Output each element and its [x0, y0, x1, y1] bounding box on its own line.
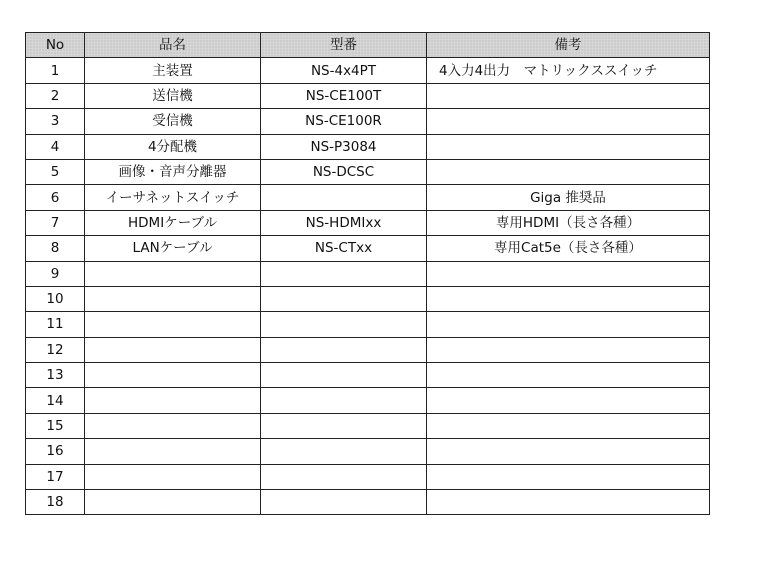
- cell-model-number: [261, 490, 427, 515]
- cell-model-number: NS-CTxx: [261, 236, 427, 261]
- cell-no: 5: [26, 159, 85, 184]
- cell-remarks: 4入力4出力 マトリックススイッチ: [427, 58, 710, 83]
- cell-remarks: [427, 464, 710, 489]
- table-row: [26, 490, 710, 515]
- cell-remarks: [427, 159, 710, 184]
- cell-no: 8: [26, 236, 85, 261]
- cell-item-name: 4分配機: [85, 134, 261, 159]
- table-row: [26, 439, 710, 464]
- cell-item-name: 送信機: [85, 83, 261, 108]
- cell-model-number: [261, 363, 427, 388]
- table-row: [26, 286, 710, 311]
- cell-remarks: [427, 109, 710, 134]
- cell-item-name: [85, 286, 261, 311]
- cell-remarks: [427, 413, 710, 438]
- cell-model-number: NS-CE100R: [261, 109, 427, 134]
- cell-remarks: [427, 312, 710, 337]
- table-body: [26, 58, 710, 515]
- cell-item-name: HDMIケーブル: [85, 210, 261, 235]
- table-row: [26, 185, 710, 210]
- cell-item-name: 主装置: [85, 58, 261, 83]
- table-row: [26, 83, 710, 108]
- cell-model-number: [261, 312, 427, 337]
- cell-remarks: [427, 83, 710, 108]
- cell-model-number: [261, 413, 427, 438]
- cell-item-name: [85, 490, 261, 515]
- header-item-name: 品名: [85, 33, 261, 58]
- cell-model-number: [261, 439, 427, 464]
- cell-item-name: [85, 464, 261, 489]
- equipment-table: [25, 32, 710, 515]
- cell-remarks: Giga 推奨品: [427, 185, 710, 210]
- cell-no: 1: [26, 58, 85, 83]
- cell-no: 14: [26, 388, 85, 413]
- cell-item-name: [85, 388, 261, 413]
- table-row: [26, 134, 710, 159]
- cell-no: 15: [26, 413, 85, 438]
- cell-item-name: [85, 312, 261, 337]
- cell-model-number: [261, 464, 427, 489]
- cell-remarks: [427, 439, 710, 464]
- table-row: [26, 464, 710, 489]
- cell-model-number: NS-P3084: [261, 134, 427, 159]
- cell-item-name: [85, 439, 261, 464]
- header-row: [26, 33, 710, 58]
- table-row: [26, 236, 710, 261]
- cell-model-number: [261, 286, 427, 311]
- cell-remarks: [427, 286, 710, 311]
- cell-model-number: NS-HDMIxx: [261, 210, 427, 235]
- cell-no: 16: [26, 439, 85, 464]
- table-row: [26, 58, 710, 83]
- table-row: [26, 261, 710, 286]
- table-row: [26, 363, 710, 388]
- cell-no: 9: [26, 261, 85, 286]
- cell-no: 18: [26, 490, 85, 515]
- cell-no: 2: [26, 83, 85, 108]
- cell-no: 4: [26, 134, 85, 159]
- table-row: [26, 312, 710, 337]
- table-row: [26, 413, 710, 438]
- cell-remarks: [427, 134, 710, 159]
- cell-remarks: [427, 337, 710, 362]
- table-row: [26, 337, 710, 362]
- cell-remarks: 専用HDMI（長さ各種）: [427, 210, 710, 235]
- cell-no: 7: [26, 210, 85, 235]
- cell-no: 10: [26, 286, 85, 311]
- cell-model-number: [261, 337, 427, 362]
- cell-model-number: [261, 185, 427, 210]
- cell-item-name: LANケーブル: [85, 236, 261, 261]
- cell-no: 17: [26, 464, 85, 489]
- cell-remarks: [427, 363, 710, 388]
- cell-model-number: NS-DCSC: [261, 159, 427, 184]
- cell-item-name: [85, 413, 261, 438]
- cell-no: 6: [26, 185, 85, 210]
- cell-no: 11: [26, 312, 85, 337]
- cell-item-name: 受信機: [85, 109, 261, 134]
- table-row: [26, 388, 710, 413]
- cell-item-name: [85, 261, 261, 286]
- header-remarks: 備考: [427, 33, 710, 58]
- cell-no: 12: [26, 337, 85, 362]
- cell-remarks: 専用Cat5e（長さ各種）: [427, 236, 710, 261]
- header-model-number: 型番: [261, 33, 427, 58]
- table-row: [26, 159, 710, 184]
- cell-model-number: [261, 261, 427, 286]
- cell-item-name: [85, 363, 261, 388]
- cell-remarks: [427, 490, 710, 515]
- cell-no: 3: [26, 109, 85, 134]
- cell-item-name: [85, 337, 261, 362]
- cell-no: 13: [26, 363, 85, 388]
- cell-model-number: NS-CE100T: [261, 83, 427, 108]
- header-no: No: [26, 33, 85, 58]
- table-row: [26, 109, 710, 134]
- cell-model-number: [261, 388, 427, 413]
- cell-item-name: 画像・音声分離器: [85, 159, 261, 184]
- cell-model-number: NS-4x4PT: [261, 58, 427, 83]
- table-row: [26, 210, 710, 235]
- cell-remarks: [427, 388, 710, 413]
- cell-item-name: イーサネットスイッチ: [85, 185, 261, 210]
- cell-remarks: [427, 261, 710, 286]
